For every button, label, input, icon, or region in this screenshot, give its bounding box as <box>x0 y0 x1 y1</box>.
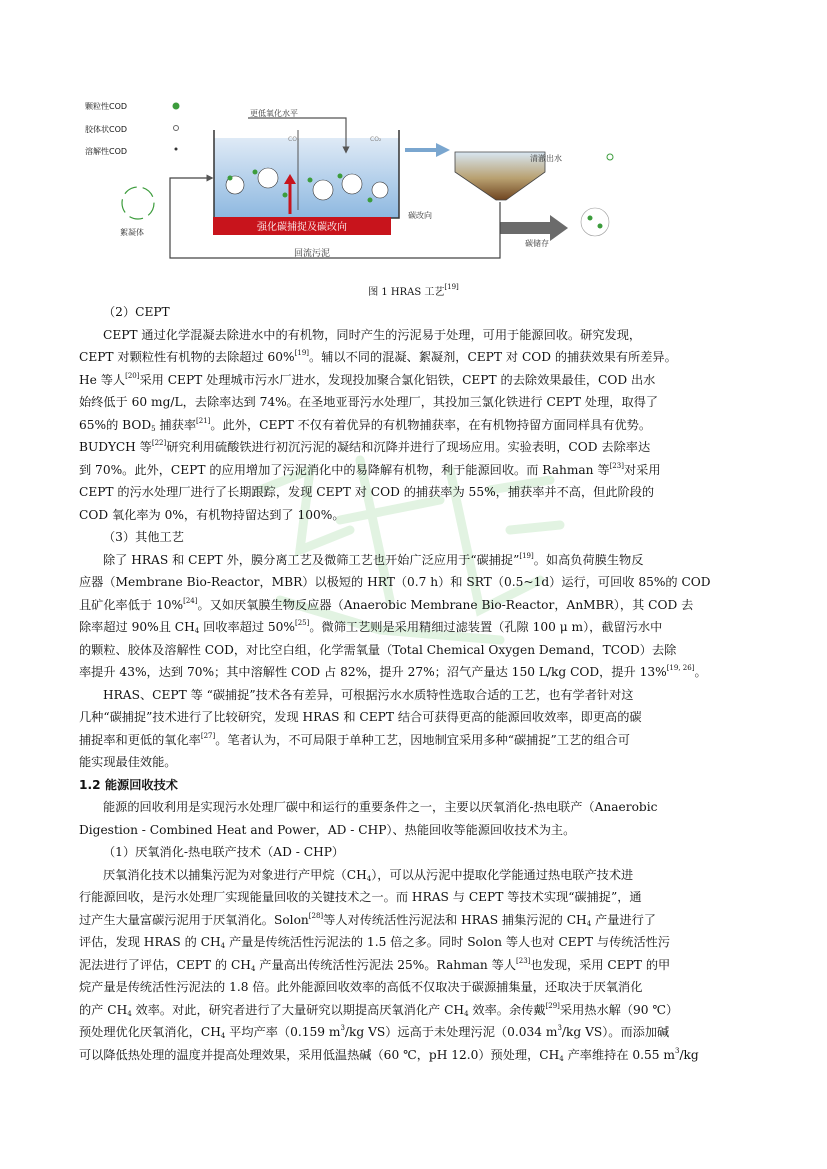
body-text <box>79 301 749 1066</box>
text-line <box>79 954 749 977</box>
text-span: 效率。余传戴 <box>468 1002 546 1017</box>
text-span: 行能源回收，是污水处理厂实现能量回收的关键技术之一。而 HRAS 与 CEPT 等技术实现“碳捕捉”，通 <box>79 890 642 904</box>
colloidal-marker <box>174 126 179 131</box>
text-line <box>79 819 749 842</box>
citation: [20] <box>125 371 140 380</box>
co2-label-b: CO₂ <box>370 136 382 143</box>
citation: [23] <box>609 461 624 470</box>
text-line <box>79 391 749 414</box>
text-span: 除率超过 90%且 CH <box>79 620 195 634</box>
text-span: /kg VS）远高于未处理污泥（0.034 m <box>344 1025 558 1039</box>
text-line <box>79 706 749 729</box>
text-span: 率提升 43%，达到 70%；其中溶解性 COD 占 82%，提升 27%；沼气产量达 150 L/kg COD，提升 13% <box>79 665 667 679</box>
text-span: CEPT 对颗粒性有机物的去除超过 60% <box>79 350 295 364</box>
aeration-tank <box>214 138 399 218</box>
text-span: ），可以从污泥中提取化学能通过热电联产技术进 <box>371 867 634 882</box>
text-span: /kg VS）。而添加碱 <box>561 1025 670 1039</box>
legend-colloidal-label: 胶体状COD <box>85 125 128 134</box>
text-span: 回收率超过 50% <box>199 620 295 634</box>
text-line <box>79 481 749 504</box>
citation: [24] <box>183 596 198 605</box>
subscript: 4 <box>559 1054 564 1063</box>
subscript: 5 <box>151 424 156 433</box>
text-line <box>79 796 749 819</box>
text-span: 采用 CEPT 处理城市污水厂进水，发现投加聚合氯化铝铁，CEPT 的去除效果最佳，COD 出水 <box>139 372 656 387</box>
text-span: 1.2 能源回收技术 <box>79 777 178 792</box>
text-line <box>79 841 749 864</box>
co2-label-a: CO₂ <box>288 136 300 143</box>
text-span: 采用热水解（90 ℃） <box>559 1002 679 1017</box>
text-span: 产量进行了 <box>591 912 656 927</box>
text-line <box>79 301 749 324</box>
text-span: 。辅以不同的混凝、絮凝剂，CEPT 对 COD 的捕获效果有所差异。 <box>309 350 677 364</box>
text-span: 评估，发现 HRAS 的 CH <box>79 935 221 949</box>
text-line <box>79 594 749 617</box>
soluble-marker <box>175 148 178 151</box>
citation: [29] <box>545 1001 560 1010</box>
particulate-marker <box>173 103 180 110</box>
text-span: 过产生大量富碳污泥用于厌氧消化。Solon <box>79 912 309 927</box>
text-line <box>79 459 749 482</box>
text-line <box>79 616 749 639</box>
citation: [27] <box>200 731 216 740</box>
citation: 3 <box>674 1046 680 1055</box>
process-diagram <box>0 0 827 290</box>
caption-text: 图 1 HRAS 工艺 <box>368 287 445 298</box>
section-heading <box>79 774 749 797</box>
text-span: 。微筛工艺则是采用精细过滤装置（孔隙 100 μ m），截留污水中 <box>309 620 663 634</box>
text-span: 除了 HRAS 和 CEPT 外，膜分离工艺及微筛工艺也开始广泛应用于“碳捕捉” <box>103 552 520 567</box>
text-line <box>79 549 749 572</box>
text-line <box>79 1044 749 1067</box>
citation: [19] <box>519 551 534 560</box>
text-span: 等人对传统活性污泥法和 HRAS 捕集污泥的 CH <box>323 912 587 927</box>
text-span: 也发现，采用 CEPT 的甲 <box>530 957 671 972</box>
text-span: （3）其他工艺 <box>103 530 184 544</box>
text-span: 几种“碳捕捉”技术进行了比较研究，发现 HRAS 和 CEPT 结合可获得更高的能源回收效率，即更高的碳 <box>79 710 642 724</box>
text-span: 的产 CH <box>79 1002 128 1017</box>
text-span: 始终低于 60 mg/L，去除率达到 74%。在圣地亚哥污水处理厂，其投加三氯化铁进行 CEPT 处理，取得了 <box>79 395 659 409</box>
text-span: 烷产量是传统活性污泥法的 1.8 倍。此外能源回收效率的高低不仅取决于碳源捕集量，还取决于厌氧消化 <box>79 980 643 994</box>
text-span: CEPT 通过化学混凝去除进水中的有机物，同时产生的污泥易于处理，可用于能源回收。研究发现， <box>103 327 642 342</box>
figure-caption <box>0 283 827 298</box>
text-span: 厌氧消化技术以捕集污泥为对象进行产甲烷（CH <box>103 867 367 882</box>
text-span: 平均产率（0.159 m <box>225 1025 341 1039</box>
text-span: 研究利用硫酸铁进行初沉污泥的凝结和沉降并进行了现场应用。实验表明，COD 去除率达 <box>166 440 651 454</box>
citation: [28] <box>308 911 324 920</box>
text-span: He 等人 <box>79 372 126 387</box>
text-line <box>79 414 749 437</box>
text-span: 捕获率 <box>155 417 197 432</box>
text-line <box>79 324 749 347</box>
text-line <box>79 369 749 392</box>
subscript: 4 <box>586 919 592 928</box>
text-span: 产率维持在 0.55 m <box>563 1047 675 1062</box>
subscript: 4 <box>220 1032 226 1040</box>
text-span: 能源的回收利用是实现污水处理厂碳中和运行的重要条件之一，主要以厌氧消化-热电联产（Anaerobic <box>103 800 658 814</box>
subscript: 4 <box>194 627 200 635</box>
text-span: 。此外，CEPT 不仅有着优异的有机物捕获率，在有机物持留方面同样具有优势。 <box>210 417 652 432</box>
text-span: /kg <box>679 1047 699 1062</box>
legend-particulate-label: 颗粒性COD <box>85 102 128 111</box>
return-sludge-label: 回流污泥 <box>293 249 331 259</box>
citation: [19] <box>294 349 310 357</box>
text-line <box>79 436 749 459</box>
text-line <box>79 504 749 527</box>
text-line <box>79 1021 749 1044</box>
text-line <box>79 864 749 887</box>
text-span: 预处理优化厌氧消化，CH <box>79 1025 221 1039</box>
text-span: 效率。对此，研究者进行了大量研究以期提高厌氧消化产 CH <box>131 1002 465 1017</box>
legend-soluble-label: 溶解性COD <box>85 147 128 156</box>
caption-ref: [19] <box>444 283 459 291</box>
citation: [22] <box>151 439 167 447</box>
citation: 3 <box>557 1024 562 1032</box>
floc-label: 絮凝体 <box>120 228 144 237</box>
text-span: 。 <box>694 665 707 679</box>
text-span: 对采用 <box>623 462 661 477</box>
text-line <box>79 729 749 752</box>
text-span: 捕捉率和更低的氧化率 <box>79 732 201 747</box>
text-span: COD 氧化率为 0%，有机物持留达到了 100%。 <box>79 507 345 522</box>
text-line <box>79 661 749 684</box>
text-span: 65%的 BOD <box>79 417 152 432</box>
subscript: 4 <box>464 1009 469 1018</box>
subscript: 4 <box>220 942 226 950</box>
text-line <box>79 571 749 594</box>
citation: [19, 26] <box>666 664 695 672</box>
storage-floc <box>581 208 609 236</box>
text-span: 产量高出传统活性污泥法 25%。Rahman 等人 <box>255 957 517 972</box>
text-line <box>79 976 749 999</box>
text-line <box>79 639 749 662</box>
subscript: 4 <box>366 874 372 883</box>
subscript: 4 <box>127 1009 132 1018</box>
text-span: HRAS、CEPT 等 “碳捕捉”技术各有差异，可根据污水水质特性选取合适的工艺，也有学者针对这 <box>103 687 634 702</box>
text-span: 能实现最佳效能。 <box>79 755 177 769</box>
text-span: CEPT 的污水处理厂进行了长期跟踪，发现 CEPT 对 COD 的捕获率为 55%，捕获率并不高，但此阶段的 <box>79 485 655 499</box>
aeration-label: 更低氧化水平 <box>250 109 298 118</box>
text-span: 到 70%。此外，CEPT 的应用增加了污泥消化中的易降解有机物，利于能源回收。而 Rahman 等 <box>79 462 610 477</box>
redirect-label: 碳改向 <box>408 211 432 220</box>
text-line <box>79 886 749 909</box>
text-span: 且矿化率低于 10% <box>79 597 184 612</box>
storage-label: 碳储存 <box>525 239 549 248</box>
text-span: 可以降低热处理的温度并提高处理效果，采用低温热碱（60 ℃，pH 12.0）预处理，CH <box>79 1047 560 1062</box>
subscript: 4 <box>250 964 256 973</box>
text-span: 产量是传统活性污泥法的 1.5 倍之多。同时 Solon 等人也对 CEPT 与传统活性污 <box>225 935 671 949</box>
text-span: 。笔者认为，不可局限于单种工艺，因地制宜采用多种“碳捕捉”工艺的组合可 <box>215 732 630 747</box>
text-span: 的颗粒、胶体及溶解性 COD，对比空白组，化学需氧量（Total Chemical Oxygen Demand，TCOD）去除 <box>79 642 677 657</box>
citation: [21] <box>196 416 211 425</box>
text-span: 泥法进行了评估，CEPT 的 CH <box>79 957 251 972</box>
effluent-label: 清澈出水 <box>530 154 562 163</box>
citation: [23] <box>516 956 531 965</box>
text-span: 。又如厌氧膜生物反应器（Anaerobic Membrane Bio-Reactor，AnMBR），其 COD 去 <box>197 597 694 612</box>
text-span: Digestion - Combined Heat and Power，AD - CHP）、热能回收等能源回收技术为主。 <box>79 822 576 837</box>
text-line <box>79 751 749 774</box>
text-line <box>79 526 749 549</box>
text-line <box>79 999 749 1022</box>
capture-label: 强化碳捕捉及碳改向 <box>257 222 347 233</box>
citation: 3 <box>340 1024 345 1032</box>
text-span: BUDYCH 等 <box>79 440 152 454</box>
floc-cycle <box>122 187 154 219</box>
text-span: （1）厌氧消化-热电联产技术（AD - CHP） <box>103 845 345 859</box>
text-span: （2）CEPT <box>103 305 170 319</box>
text-span: 。如高负荷膜生物反 <box>533 552 644 567</box>
text-span: 应器（Membrane Bio-Reactor，MBR）以极短的 HRT（0.7 h）和 SRT（0.5~1d）运行，可回收 85%的 COD <box>79 575 711 589</box>
text-line <box>79 684 749 707</box>
text-line <box>79 931 749 954</box>
text-line <box>79 346 749 369</box>
citation: [25] <box>294 619 310 627</box>
text-line <box>79 909 749 932</box>
